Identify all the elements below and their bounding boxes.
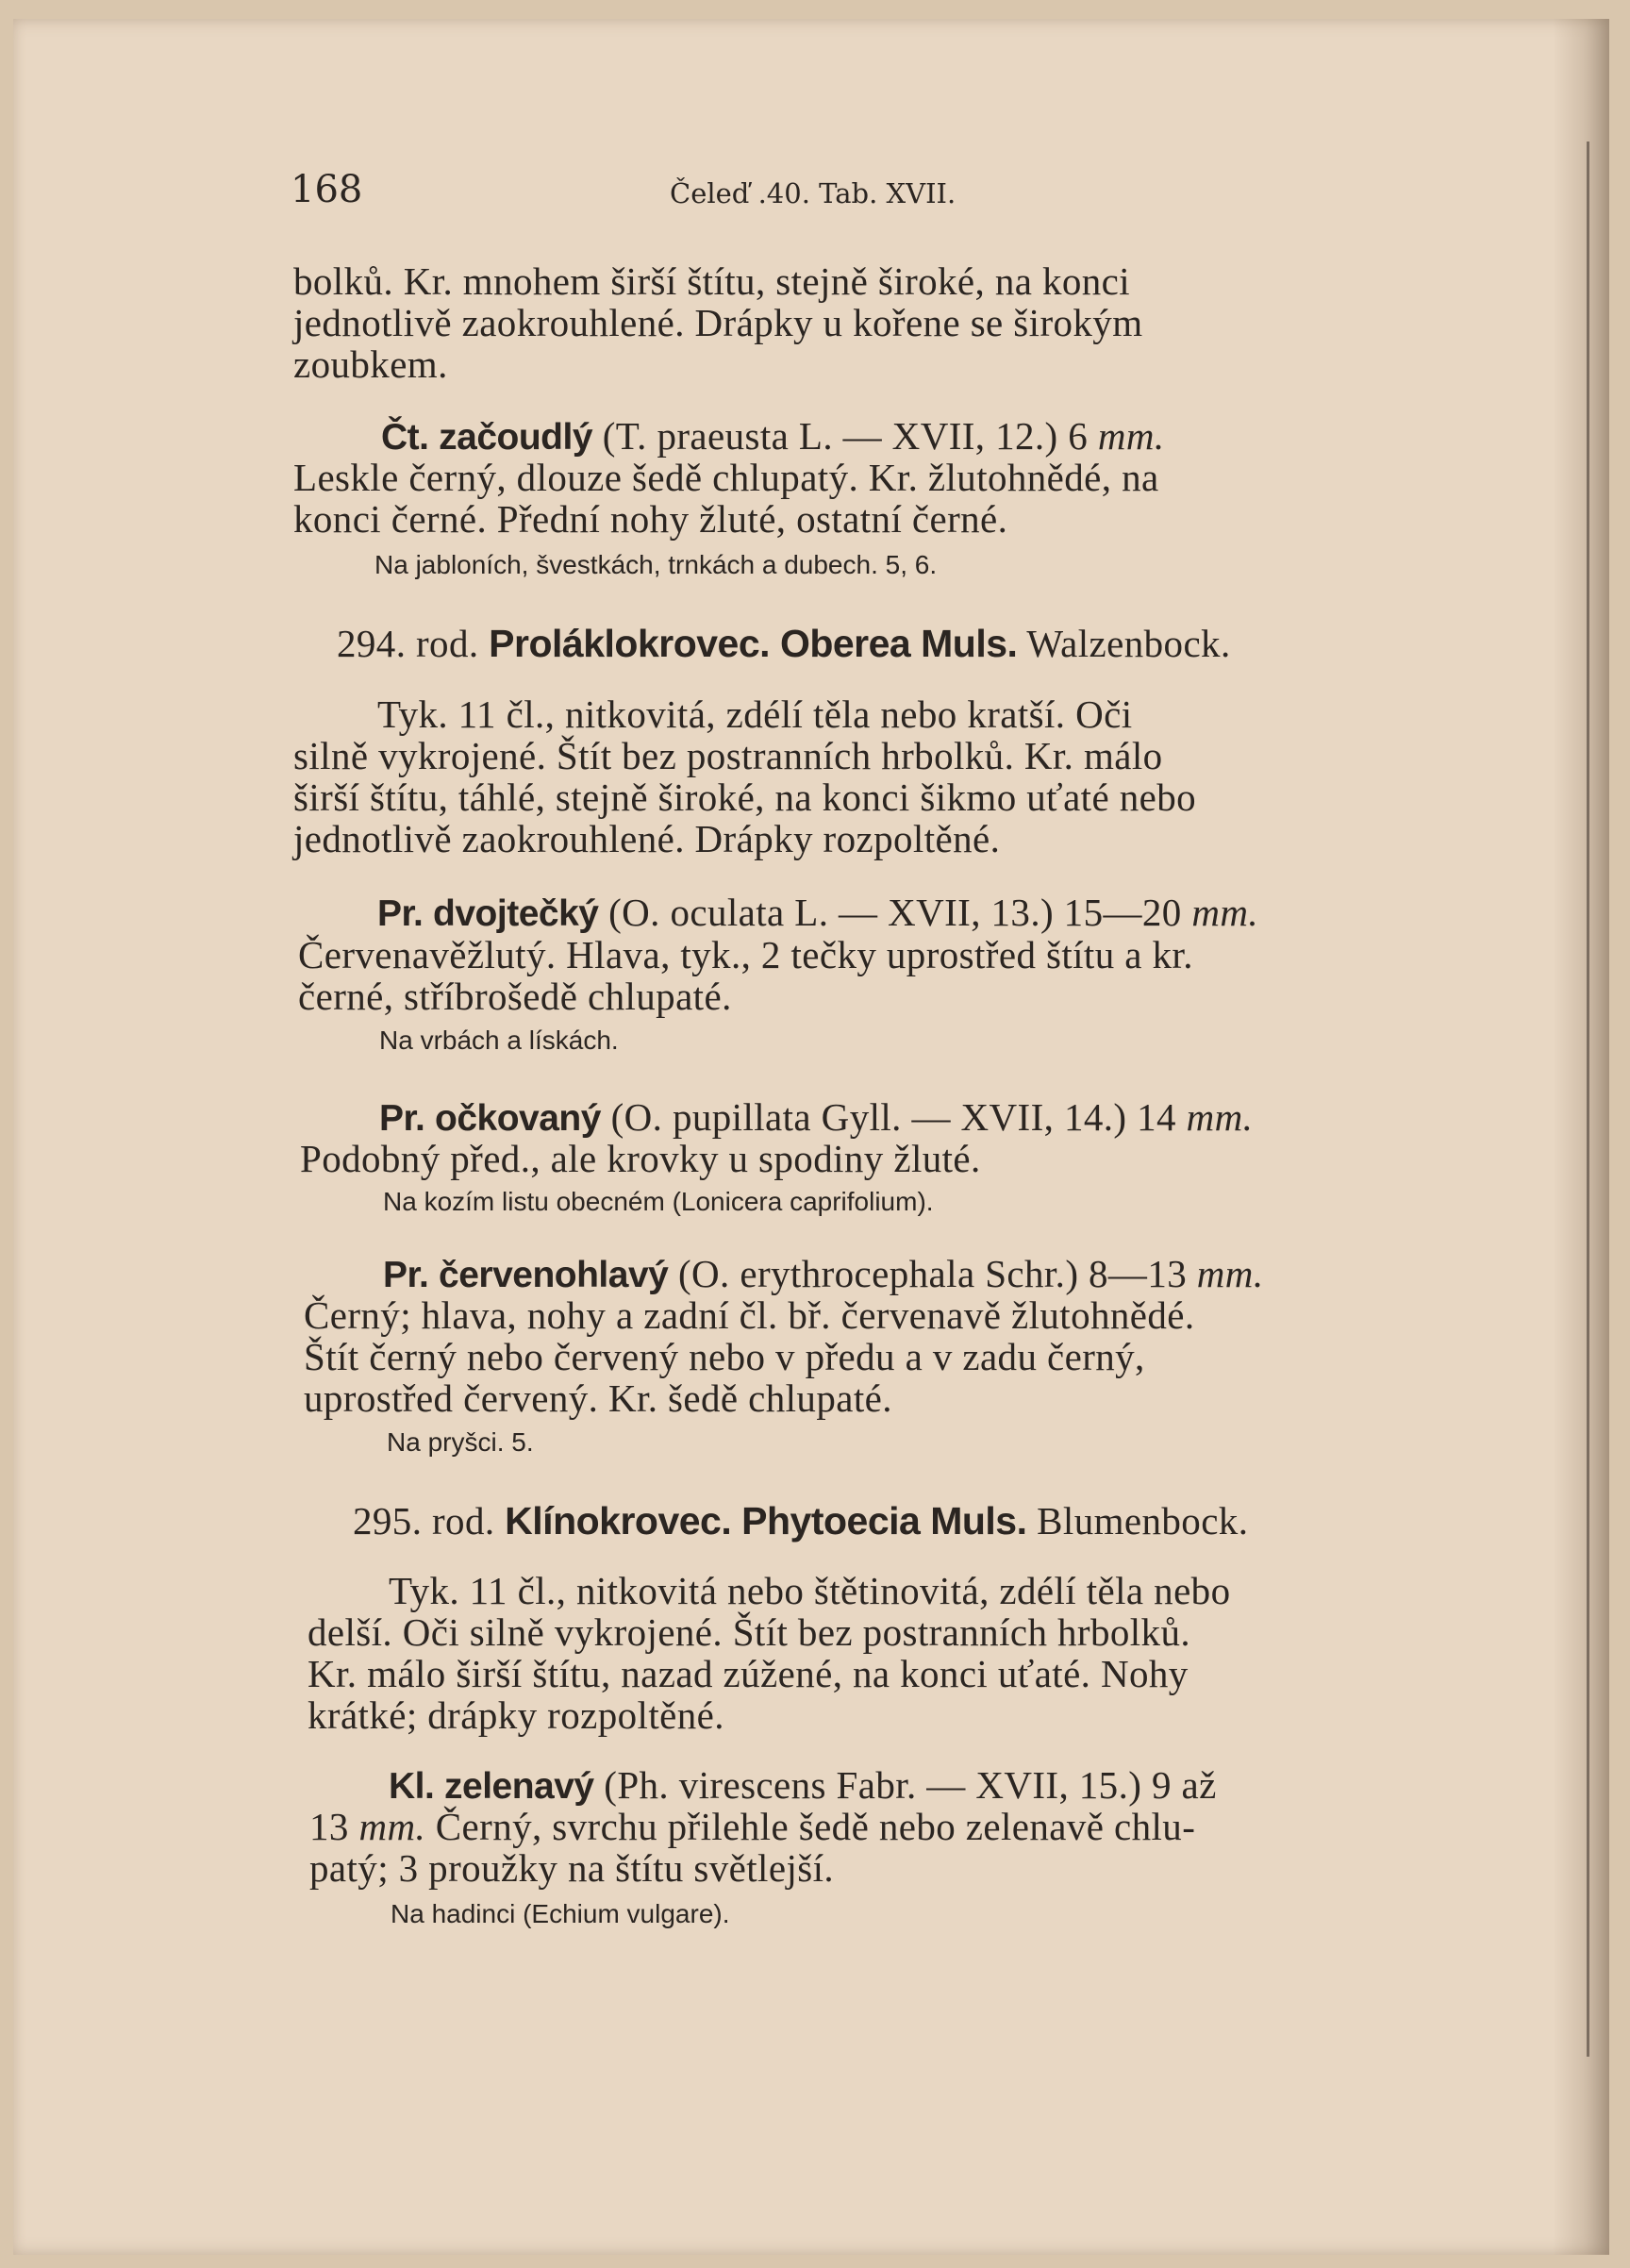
genus-abbreviation: Pr. <box>379 1098 425 1139</box>
text-line: Leskle černý, dlouze šedě chlupatý. Kr. žlutohnědé, na <box>293 456 1159 499</box>
genus-number: 295. rod. <box>353 1499 495 1543</box>
description-text: Černý, svrchu přilehle šedě nebo zelenavě chlu- <box>435 1805 1196 1848</box>
text-line: bolků. Kr. mnohem širší štítu, stejně široké, na konci <box>293 259 1131 303</box>
text-line: delší. Oči silně vykrojené. Štít bez postranních hrbolků. <box>308 1610 1191 1654</box>
page-number: 168 <box>291 168 363 211</box>
species-czech-name: očkovaný <box>435 1098 601 1139</box>
habitat-note: Na jabloních, švestkách, trnkách a dubech. 5, 6. <box>374 550 938 579</box>
species-latin-reference: (O. pupillata Gyll. — XVII, 14.) 14 <box>610 1095 1176 1139</box>
species-latin-reference: (T. praeusta L. — XVII, 12.) 6 <box>602 414 1089 458</box>
genus-number: 294. rod. <box>337 622 479 665</box>
genus-name: Klínokrovec. Phytoecia Muls. <box>505 1499 1027 1543</box>
text-line: konci černé. Přední nohy žluté, ostatní černé. <box>293 497 1008 541</box>
species-latin-reference: (Ph. virescens Fabr. — XVII, 15.) 9 až <box>604 1763 1217 1807</box>
species-heading <box>383 1253 1263 1296</box>
genus-abbreviation: Pr. <box>377 893 424 934</box>
text-line: krátké; drápky rozpoltěné. <box>308 1693 724 1737</box>
unit-label: mm. <box>1097 414 1165 458</box>
text-line: Štít černý nebo červený nebo v předu a v zadu černý, <box>304 1335 1145 1378</box>
genus-abbreviation: Čt. <box>381 417 429 458</box>
habitat-note: Na vrbách a lískách. <box>379 1026 619 1055</box>
running-head <box>291 168 989 217</box>
text-line <box>309 1806 1195 1847</box>
text-line: černé, stříbrošedě chlupaté. <box>298 975 732 1018</box>
text-line: jednotlivě zaokrouhlené. Drápky rozpoltěné. <box>293 817 1001 860</box>
text-line: Červenavěžlutý. Hlava, tyk., 2 tečky uprostřed štítu a kr. <box>298 933 1193 976</box>
habitat-note: Na kozím listu obecném (Lonicera caprifolium). <box>383 1187 934 1216</box>
genus-german-name: Blumenbock. <box>1037 1499 1249 1543</box>
genus-abbreviation: Pr. <box>383 1255 429 1295</box>
species-heading <box>379 1096 1253 1140</box>
size-value: 13 <box>309 1805 349 1848</box>
page-gutter-shadow <box>1553 19 1609 2255</box>
genus-german-name: Walzenbock. <box>1026 622 1231 665</box>
text-line: silně vykrojené. Štít bez postranních hrbolků. Kr. málo <box>293 734 1163 777</box>
species-czech-name: dvojtečký <box>433 893 599 934</box>
habitat-note: Na hadinci (Echium vulgare). <box>391 1899 730 1928</box>
text-line: Černý; hlava, nohy a zadní čl. bř. červenavě žlutohnědé. <box>304 1293 1195 1337</box>
species-heading <box>389 1764 1217 1808</box>
genus-heading <box>353 1500 1248 1542</box>
text-line: uprostřed červený. Kr. šedě chlupaté. <box>304 1376 892 1420</box>
text-line: Tyk. 11 čl., nitkovitá nebo štětinovitá, zdélí těla nebo <box>389 1569 1231 1612</box>
unit-label: mm. <box>1191 891 1258 934</box>
genus-abbreviation: Kl. <box>389 1766 435 1807</box>
text-line: Podobný před., ale krovky u spodiny žluté. <box>300 1137 981 1180</box>
text-line: Tyk. 11 čl., nitkovitá, zdélí těla nebo kratší. Oči <box>377 692 1133 736</box>
species-latin-reference: (O. erythrocephala Schr.) 8—13 <box>678 1252 1188 1295</box>
species-czech-name: začoudlý <box>439 417 593 458</box>
text-line: jednotlivě zaokrouhlené. Drápky u kořene se širokým <box>293 301 1143 344</box>
text-line: patý; 3 proužky na štítu světlejší. <box>309 1846 835 1890</box>
species-heading <box>377 892 1258 935</box>
species-latin-reference: (O. oculata L. — XVII, 13.) 15—20 <box>608 891 1182 934</box>
genus-heading <box>337 623 1231 664</box>
unit-label: mm. <box>1196 1252 1264 1295</box>
species-heading <box>381 415 1165 459</box>
species-czech-name: červenohlavý <box>439 1255 669 1295</box>
binding-edge <box>1587 142 1589 2057</box>
text-line: Kr. málo širší štítu, nazad zúžené, na konci uťaté. Nohy <box>308 1652 1189 1695</box>
text-line: širší štítu, táhlé, stejně široké, na konci šikmo uťaté nebo <box>293 775 1197 819</box>
text-line: zoubkem. <box>293 342 448 386</box>
genus-name: Proláklokrovec. Oberea Muls. <box>489 622 1018 665</box>
running-title: Čeleď .40. Tab. XVII. <box>670 177 956 209</box>
unit-label: mm. <box>358 1805 426 1848</box>
species-czech-name: zelenavý <box>444 1766 594 1807</box>
habitat-note: Na pryšci. 5. <box>387 1427 534 1457</box>
unit-label: mm. <box>1186 1095 1254 1139</box>
